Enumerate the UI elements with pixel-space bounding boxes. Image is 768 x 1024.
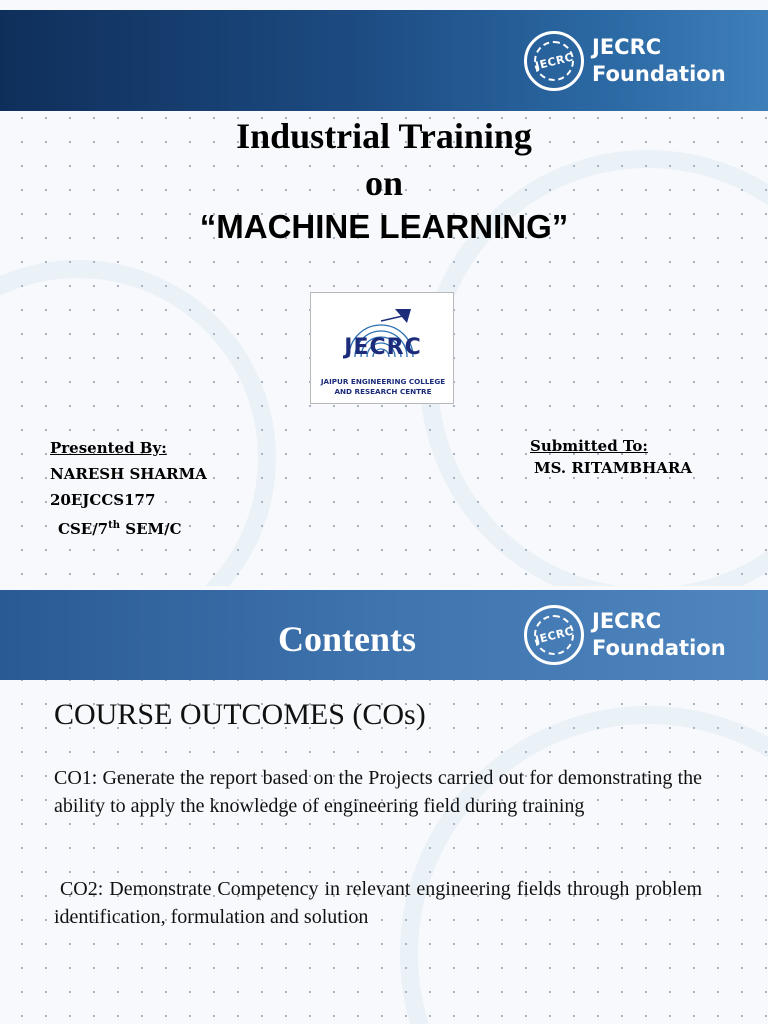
jecrc-foundation-logo bbox=[524, 31, 726, 91]
submitted-to-block bbox=[530, 433, 692, 481]
seal-text: JECRC bbox=[533, 624, 575, 646]
title-line2: on bbox=[364, 163, 404, 203]
brand-line2: Foundation bbox=[592, 62, 726, 86]
jecrc-foundation-logo bbox=[524, 605, 726, 665]
co1-paragraph: CO1: Generate the report based on the Projects carried out for demonstrating the ability to apply the knowledge of engineering field during training bbox=[54, 767, 702, 817]
co2-paragraph: CO2: Demonstrate Competency in relevant engineering fields through problem identification, formulation and solution bbox=[54, 878, 707, 928]
course-outcomes-heading: COURSE OUTCOMES (COs) bbox=[54, 698, 426, 731]
contents-title: Contents bbox=[278, 619, 417, 659]
brand-line1: JECRC bbox=[592, 35, 662, 59]
logo-caption-line1: JAIPUR ENGINEERING COLLEGE bbox=[320, 377, 446, 386]
seal-text: JECRC bbox=[533, 50, 575, 72]
presenter-branch: CSE/7th SEM/C bbox=[58, 520, 182, 538]
brand-line2: Foundation bbox=[592, 636, 726, 660]
college-emblem-icon bbox=[311, 293, 455, 373]
contents-slide bbox=[0, 586, 768, 1024]
presented-by-block bbox=[50, 435, 207, 542]
title-line1: Industrial Training bbox=[236, 116, 532, 156]
presenter-name: NARESH SHARMA bbox=[50, 465, 207, 483]
brand-line1: JECRC bbox=[592, 609, 662, 633]
seal-icon bbox=[524, 605, 584, 665]
college-mark: JECRC bbox=[344, 335, 422, 360]
submitted-to-label: Submitted To: bbox=[530, 437, 648, 455]
background-arc bbox=[400, 706, 768, 1024]
title-line3: “MACHINE LEARNING” bbox=[199, 208, 569, 245]
header-band bbox=[0, 10, 768, 111]
logo-caption-line2: AND RESEARCH CENTRE bbox=[334, 387, 432, 396]
submitted-to-name: MS. RITAMBHARA bbox=[534, 459, 693, 477]
seal-icon bbox=[524, 31, 584, 91]
presented-by-label: Presented By: bbox=[50, 439, 167, 457]
header-band bbox=[0, 590, 768, 680]
college-logo bbox=[310, 292, 454, 404]
presenter-roll: 20EJCCS177 bbox=[50, 491, 156, 509]
